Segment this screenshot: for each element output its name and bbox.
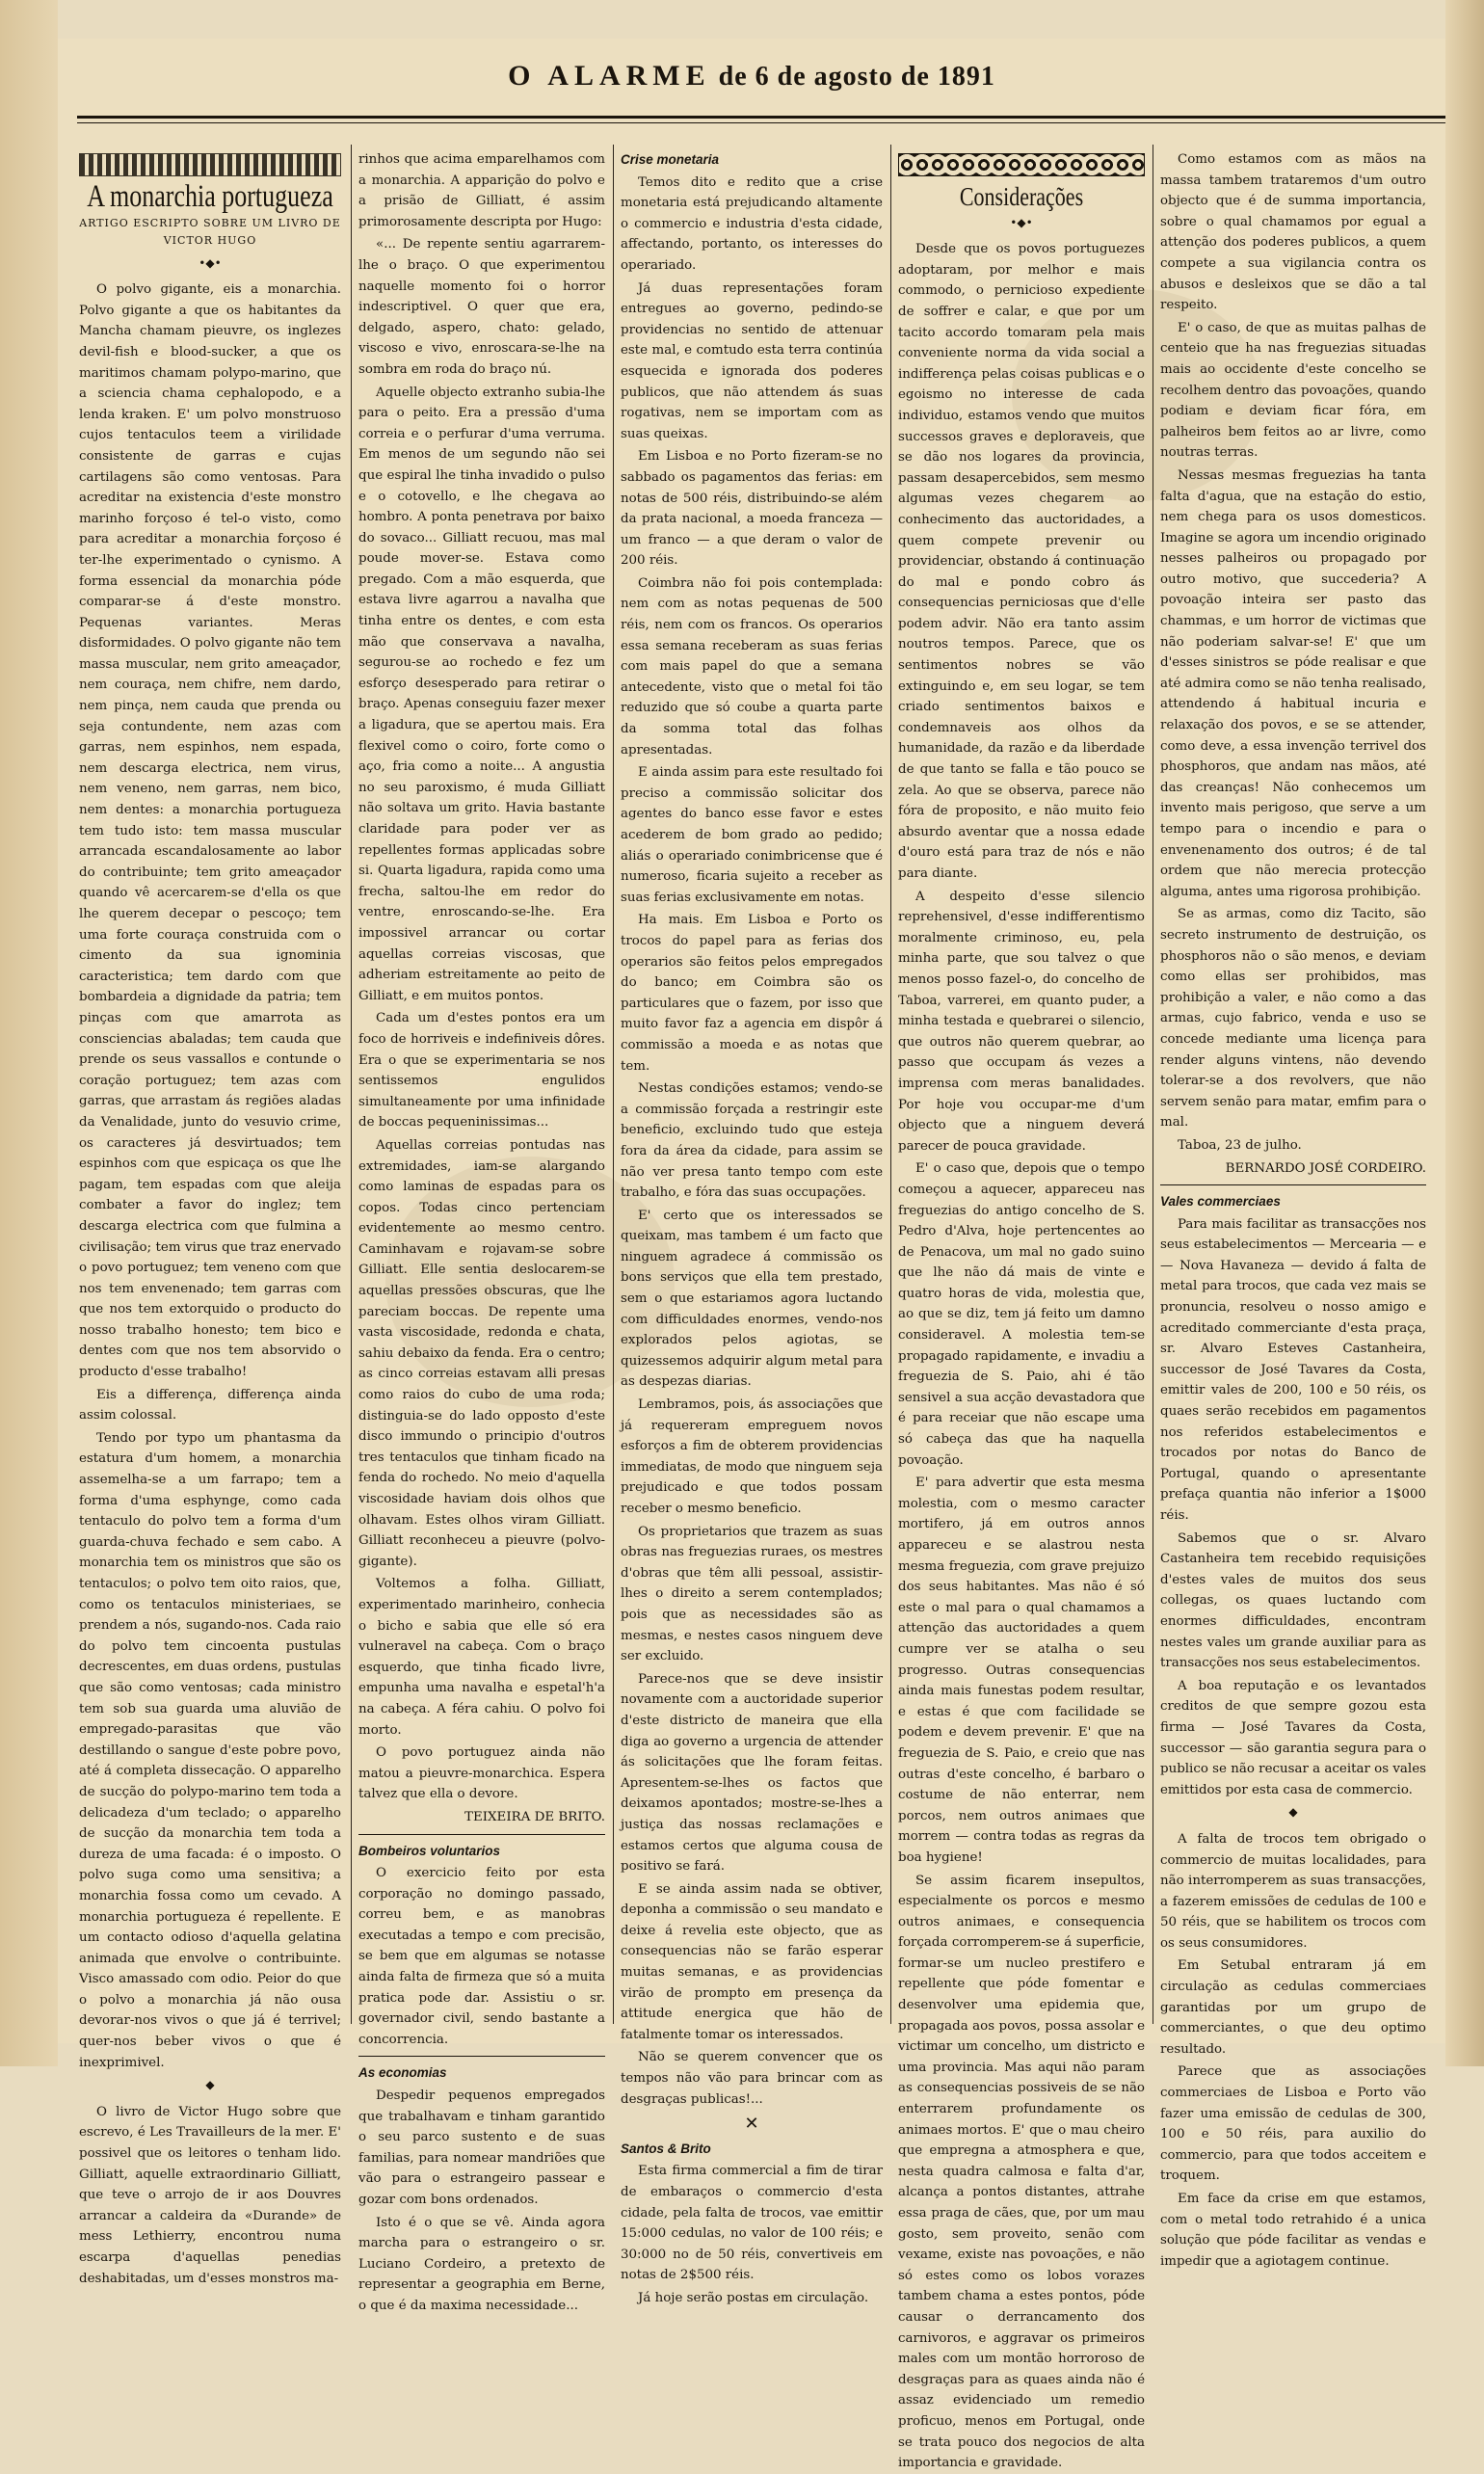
paragraph: O exercicio feito por esta corporação no domingo passado, correu bem, e as manobras executadas a tempo e com precisão, se bem que em algumas se notasse ainda falta de firmeza que só a muita pratica pode dar. Assistiu o sr. governador civil, sendo bastante a concorrencia.: [358, 1866, 605, 2047]
section-title: Bombeiros voluntarios: [358, 1843, 501, 1858]
paragraph: Parece-nos que se deve insistir novamente com a auctoridade superior d'este districto de maneira que ella diga ao governo a urgencia de attender ás solicitações que lhe foram feitas. Apresentem-se-lhes os factos que deixamos apontados; mostre-se-lhes a justiça das nossas reclamações e estamos certos que alguma cousa de positivo se fará.: [621, 1671, 883, 1875]
paragraph: A falta de trocos tem obrigado o commercio de muitas localidades, para não interromperem as suas transacções, a fazerem emissões de cedulas de 100 e 50 réis, que se habilitem os trocos com os seus consumidores.: [1160, 1831, 1426, 1951]
column-4: [898, 149, 1145, 2471]
paragraph: A boa reputação e os levantados creditos de que sempre gozou esta firma — José Tavares da Costa, successor — são garantia segura para o publico se não recusar a aceitar os vales emittidos por esta casa de commercio.: [1160, 1678, 1426, 1797]
author-signature: TEIXEIRA DE BRITO.: [464, 1809, 605, 1824]
paragraph: Os proprietarios que trazem as suas obras nas freguezias ruraes, os mestres d'obras que têm alli pessoal, assistir-lhes o direito a serem contemplados; pois que as necessidades são as mesmas, e nestes casos ninguem deve ser excluido.: [621, 1524, 883, 1664]
column-5: [1160, 149, 1426, 2269]
paragraph: A despeito d'esse silencio reprehensivel, d'esse indifferentismo moralmente criminoso, eu, pela minha parte, que sou talvez o que menos posso fazel-o, do concelho de Taboa, varrerei, em quanto puder, a minha testada e quebrarei o silencio, que outros não querem quebrar, ao passo que occupam ás vezes a imprensa com meras banalidades. Por hoje vou occupar-me d'um objecto que a ninguem deverá parecer de pouca gravidade.: [898, 889, 1145, 1154]
paragraph: Sabemos que o sr. Alvaro Castanheira tem recebido requisições d'estes vales de muitos dos seus collegas, os quaes luctando com enormes difficuldades, encontram nestes vales um grande auxiliar para as transacções nos seus estabelecimentos.: [1160, 1530, 1426, 1671]
paragraph: E' para advertir que esta mesma molestia, com o mesmo caracter mortifero, já em outros annos appareceu e se alastrou nesta mesma freguezia, com grave prejuizo dos seus habitantes. Mas não é só este o mal para o qual chamamos a attenção das auctoridades a quem cumpre ver se atalha o seu progresso. Outras consequencias ainda mais funestas podem resultar, e estas é que com facilidade se podem e devem prevenir. E' que na freguezia de S. Paio, e creio que nas outras d'este concelho, é barbaro o costume de não enterrar, nem porcos, nem outros animaes que morrem — contra todas as regras da boa hygiene!: [898, 1476, 1145, 1865]
masthead: [58, 60, 1445, 93]
article-title: Considerações: [959, 180, 1084, 212]
paragraph: Se as armas, como diz Tacito, são secreto instrumento de destruição, os phosphoros não o são menos, e deviam como ellas ser prohibidos, mas prohibição a valer, e não como a das armas, cujo fabrico, venda e uso se concede mediante uma licença para render alguns vintens, não devendo tolerar-se a dos revolvers, que não servem senão para matar, emfim para o mal.: [1160, 907, 1426, 1131]
paragraph: Aquellas correias pontudas nas extremidades, iam-se alargando como laminas de espadas para os copos. Todas cinco pertenciam evidentemente ao mesmo centro. Caminhavam e rojavam-se sobre Gilliatt. Elle sentia deslocarem-se aquellas pressões obscuras, que lhe pareciam boccas. De repente uma vasta viscosidade, redonda e chata, sahiu debaixo da fenda. Era o centro; as cinco correias estavam alli presas como raios do cubo de uma roda; distinguia-se do lado opposto d'este disco immundo o principio d'outros tres tentaculos que tinham ficado na fenda do rochedo. No meio d'aquella viscosidade haviam dois olhos que olhavam. Estes olhos viram Gilliatt. Gilliatt reconheceu a pieuvre (polvo-gigante).: [358, 1137, 605, 1569]
paragraph: E' o caso, de que as muitas palhas de centeio que ha nas freguezias situadas mais ao occidente d'este concelho se recolhem dentro das povoações, quando podiam e deviam ficar fóra, em palheiros bem feitos ao ar livre, como noutras terras.: [1160, 320, 1426, 461]
ornament-band: [79, 153, 341, 176]
paragraph: Temos dito e redito que a crise monetaria está prejudicando altamente o commercio e industria d'esta cidade, affectando, portanto, os interesses do operariado.: [621, 174, 883, 273]
paragraph: Aquelle objecto extranho subia-lhe para o peito. Era a pressão d'uma correia e o perfurar d'uma verruma. Em menos de um segundo não sei que espiral lhe tinha invadido o pulso e o cotovello, e lhe chegava ao hombro. A ponta penetrava por baixo do sovaco... Gilliatt recuou, mas mal poude mover-se. Estava como pregado. Com a mão esquerda, que estava livre agarrou a navalha que tinha entre os dentes, e com esta mão que conservava a navalha, segurou-se ao rochedo e fez um esforço desesperado para retirar o braço. Apenas conseguiu fazer mexer a ligadura, que se apertou mais. Era flexivel como o coiro, forte como o aço, fria como a noite... A angustia no seu paroxismo, é muda Gilliatt não soltava um grito. Havia bastante claridade para poder ver as repellentes formas applicadas sobre si. Quarta ligadura, rapida como uma frecha, saltou-lhe em redor do ventre, enroscando-se-lhe. Era impossivel arrancar ou cortar aquellas correias viscosas, que adheriam estreitamente ao peito de Gilliatt, e em muitos pontos.: [358, 385, 605, 1003]
paragraph: Lembramos, pois, ás associações que já requereram empreguem novos esforços a fim de obterem providencias immediatas, de modo que ninguem seja prejudicado e que todos possam receber o mesmo beneficio.: [621, 1397, 883, 1516]
left-page-margin: [0, 0, 58, 2066]
author-signature: BERNARDO JOSÉ CORDEIRO.: [1225, 1160, 1426, 1176]
paragraph: E ainda assim para este resultado foi preciso a commissão solicitar dos agentes do banco esse favor e estes acederem de bom grado ao pedido; aliás o operariado conimbricense que é numeroso, ficaria sujeito a receber as suas ferias exclusivamente em notas.: [621, 765, 883, 905]
issue-date: de 6 de agosto de 1891: [718, 62, 995, 92]
article-subtitle: ARTIGO ESCRIPTO SOBRE UM LIVRO DE VICTOR HUGO: [79, 216, 341, 247]
paragraph: Ha mais. Em Lisboa e Porto os trocos do papel para as ferias dos operarios são feitos pelos empregados do banco; em Coimbra são os particulares que o fazem, por isso que muito favor faz a agencia em dispôr á commissão a moeda e as notas que tem.: [621, 913, 883, 1074]
paragraph: Desde que os povos portuguezes adoptaram, por melhor e mais commodo, o pernicioso expediente de soffrer e calar, e que por um tacito accordo tomaram pela mais conveniente norma da vida social a indifferença pelas coisas publicas e o egoismo no interesse de cada individuo, estamos vendo que muitos successos graves e deploraveis, que se dão nos logares da provincia, passam desapercebidos, sem mesmo algumas vezes chegarem ao conhecimento das auctoridades, a quem compete prevenir ou providenciar, obstando á continuação do mal e pondo cobro ás consequencias perniciosas que d'elle podem advir. Não era tanto assim noutros tempos. Parece, que os sentimentos nobres se vão extinguindo e, em seu logar, se tem criado sentimentos baixos e condemnaveis aos olhos da humanidade, da razão e da liberdade de que tanto se falla e tão pouco se zela. Ao que se observa, parece não fóra de proposito, e não muito feio absurdo aventar que a nossa edade d'ouro está para traz de nós e não para diante.: [898, 242, 1145, 881]
column-3: [621, 149, 883, 2305]
paragraph: E se ainda assim nada se obtiver, deponha a commissão o seu mandato e deixe á revelia este objecto, que as consequencias não se farão esperar muitas semanas, e as providencias virão de prompto em presença da attitude energica que hão de fatalmente tomar os interessados.: [621, 1881, 883, 2042]
paragraph: Taboa, 23 de julho.: [1178, 1137, 1302, 1153]
paragraph: Nestas condições estamos; vendo-se a commissão forçada a restringir este beneficio, excluindo tudo que esteja fora da área da cidade, para assim se não ver presa tanto tempo com este trabalho, e fóra das suas occupações.: [621, 1081, 883, 1201]
paragraph: Não se querem convencer que os tempos não vão para brincar com as desgraças publicas!...: [621, 2050, 883, 2107]
paragraph: rinhos que acima emparelhamos com a monarchia. A apparição do polvo e a prisão de Gilliatt, é assim primorosamente descripta por Hugo:: [358, 152, 605, 229]
divider-ornament: ◆: [1288, 1805, 1298, 1820]
paragraph: «... De repente sentiu agarrarem-lhe o braço. O que experimentou naquelle momento foi o horror indescriptivel. O quer que era, delgado, aspero, chato: gelado, viscoso e vivo, enroscara-se-lhe na sombra em roda do braço nú.: [358, 237, 605, 377]
right-page-margin: [1445, 0, 1484, 2066]
paragraph: O polvo gigante, eis a monarchia. Polvo gigante a que os habitantes da Mancha chamam pieuvre, os inglezes devil-fish e blood-sucker, a que os maritimos chamam polypo-marino, que a sciencia chama cephalopodo, e a lenda kraken. E' um polvo monstruoso cujos tentaculos teem a virilidade consistente de garras e cujas cartilagens são como ventosas. Para acreditar na existencia d'este monstro marinho forçoso é tel-o visto, como para acreditar a monarchia forçoso é ter-lhe experimentado o cynismo. A forma essencial da monarchia póde comparar-se á d'este monstro. Pequenas variantes. Meras disformidades. O polvo gigante não tem massa muscular, nem grito ameaçador, nem couraça, nem chifre, nem dardo, nem pinça, nem cauda que prenda ou seja contundente, nem azas com garras, nem espinhos, nem espada, nem descarga electrica, nem virus, nem veneno, nem garras, nem bico, nem dentes: a monarchia portugueza tem tudo isto: tem massa muscular arrancada escandalosamente ao labor do contribuinte; tem grito ameaçador quando vê acercarem-se d'ella os que lhe querem decepar o pescoço; tem uma forte couraça construida com o cimento da sua ignominia caracteristica; tem dardo com que bombardeia a dignidade da patria; tem pinças com que amarrota as consciencias abaladas; tem cauda que prende os seus vassallos e contunde o coração portuguez; tem azas com garras, que arrastam ás regiões aladas da Venalidade, junto do vesuvio crime, os caracteres já desvirtuados; tem espinhos com que espicaça os que lhe pagam, tem espadas com que aleija combater a favor do inglez; tem descarga electrica com que fulmina a civilisação; tem virus que traz enervado o povo portuguez; tem veneno com que nos tem envenenado; tem garras com que nos tem extorquido o producto do nosso trabalho honesto; tem bico e dentes com que nos tem absorvido o producto d'esse trabalho!: [79, 282, 341, 1380]
paragraph: Se assim ficarem insepultos, especialmente os porcos e mesmo outros animaes, e consequencia forçada corromperem-se á superficie, formar-se um nucleo prestifero e repellente que póde fomentar e desenvolver uma epidemia que, propagada aos povos, possa assolar e victimar um concelho, um districto e uma provincia. Mas aqui não param as consequencias possiveis de se não enterrarem profundamente os animaes mortos. E' que o mau cheiro que empregna a atmosphera e que, nesta quadra calmosa e falta d'ar, alcança a pontos distantes, attrahe essa praga de cães, que, por um mau gosto, sem proveito, senão com vexame, existe nas povoações, e não só estes como os lobos vorazes tambem chama a estes pontos, póde causar o derrancamento dos carnivoros, e aggravar os primeiros males com um montão horroroso de desgraças para as quaes ainda não é assaz evidenciado um remedio proficuo, menos em Portugal, onde se trata pouco dos negocios de alta importancia e gravidade.: [898, 1873, 1145, 2471]
paragraph: Já hoje serão postas em circulação.: [638, 2290, 869, 2305]
paragraph: Coimbra não foi pois contemplada: nem com as notas pequenas de 500 réis, nem com os francos. Os operarios essa semana receberam as suas ferias com mais papel do que a semana antecedente, visto que o metal foi tão reduzido que só coube a quarta parte da somma total das folhas apresentadas.: [621, 575, 883, 758]
paragraph: Eis a differença, differença ainda assim colossal.: [79, 1387, 341, 1423]
paragraph: O povo portuguez ainda não matou a pieuvre-monarchica. Espera talvez que ella o devore.: [358, 1745, 605, 1802]
divider-ornament: •◆•: [1010, 215, 1033, 229]
section-rule: [1160, 1184, 1426, 1185]
paragraph: Como estamos com as mãos na massa tambem trataremos d'um outro objecto que é de summa importancia, sobre o qual chamamos por egual a attenção dos poderes publicos, a quem compete a sua vigilancia contra os abusos e desleixos que se dão a tal respeito.: [1160, 152, 1426, 313]
paragraph: Em face da crise em que estamos, com o metal todo retrahido é a unica solução que póde facilitar as vendas e impedir que a agiotagem continue.: [1160, 2192, 1426, 2269]
column-divider: [890, 145, 891, 2024]
section-title: Vales commerciaes: [1160, 1194, 1281, 1210]
column-1: [79, 149, 341, 2286]
newspaper-name: O ALARME: [508, 60, 711, 92]
paragraph: O livro de Victor Hugo sobre que escrevo, é Les Travailleurs de la mer. E' possivel que os leitores o tenham lido. Gilliatt, aquelle extraordinario Gilliatt, que teve o arrojo de ir aos Douvres arrancar a caldeira da «Durande» de mess Lethierry, encontrou numa escarpa d'aquellas penedias deshabitadas, um d'esses monstros ma-: [79, 2104, 341, 2286]
column-divider: [613, 145, 614, 2024]
column-2: [358, 149, 605, 2313]
masthead-rule-thin: [77, 122, 1445, 123]
article-title: A monarchia portugueza: [87, 178, 333, 214]
paragraph: Cada um d'estes pontos era um foco de horriveis e indefiniveis dôres. Era o que se experimentaria se nos sentissemos engulidos simultaneamente por uma infinidade de boccas pequeninissimas...: [358, 1011, 605, 1131]
paragraph: Em Setubal entraram já em circulação as cedulas commerciaes garantidas por um grupo de commerciantes, o que deu optimo resultado.: [1160, 1958, 1426, 2057]
paragraph: E' o caso que, depois que o tempo começou a aquecer, appareceu nas freguezias do antigo concelho de S. Pedro d'Alva, hoje pertencentes ao de Penacova, um mal no gado suino que lhe não dá mais de vinte e quatro horas de vida, molestia que, ao que se diz, tem já feito um damno consideravel. A molestia tem-se propagado rapidamente, e invadiu a freguezia de S. Paio, ahi é tão sensivel a sua acção devastadora que é para receiar que não escape uma só cabeça das que ha naquella povoação.: [898, 1161, 1145, 1468]
section-title: Crise monetaria: [621, 152, 720, 167]
divider-ornament: ◆: [205, 2078, 215, 2092]
paragraph: Nessas mesmas freguezias ha tanta falta d'agua, que na estação do estio, nem chega para os usos domesticos. Imagine se agora um incendio originado nesses palheiros ou propagado por outro motivo, que succederia? A povoação inteira ser pasto das chammas, e um horror de victimas que não poderiam salvar-se! E' que um d'esses sinistros se póde realisar e que até admira como se não tenha realisado, attendendo á habitual incuria e relaxação dos povos, e se se attender, como deve, a essa invenção terrivel dos phosphoros, que andam nas mãos, até das creanças! Não conhecemos um invento mais perigoso, que serve a um tempo para o incendio e para o envenenamento dos outros; é de tal ordem que não merecia protecção alguma, antes uma rigorosa prohibição.: [1160, 467, 1426, 899]
divider-ornament: •◆•: [199, 255, 222, 270]
paragraph: Isto é o que se vê. Ainda agora marcha para o estrangeiro o sr. Luciano Cordeiro, a pretexto de representar a geographia em Berne, o que é da maxima necessidade...: [358, 2215, 605, 2313]
paragraph: Tendo por typo um phantasma da estatura d'um homem, a monarchia assemelha-se a um farrapo; tem a forma d'uma esphynge, como cada tentaculo do polvo tem a forma d'um guarda-chuva fechado e sem cabo. A monarchia tem os ministros que são os tentaculos; o polvo tem oito raios, que, como os tentaculos ministeriaes, se prendem a nós, sugando-nos. Cada raio do polvo tem cincoenta pustulas decrescentes, em duas ordens, pustulas que são como ventosas; cada ministro tem sob sua guarda uma aluvião de empregado-parasitas que vão destillando o sangue d'este pobre povo, até á completa dissecação. O apparelho de sucção do polypo-marino tem toda a delicadeza d'um teclado; o apparelho de sucção da monarchia tem toda a dureza de uma facada: é o imposto. O polvo suga como uma sensitiva; a monarchia fossa como um cevado. A monarchia portugueza é repellente. E um contacto odioso d'aquella gelatina animada que envolve o contribuinte. Visco amassado com odio. Peior do que o polvo a monarchia já não ousa devorar-nos vivos o que já é terrivel; quer-nos beber vivos o que é inexprimivel.: [79, 1430, 341, 2070]
paragraph: Já duas representações foram entregues ao governo, pedindo-se providencias no sentido de attenuar este mal, e comtudo esta terra continúa esquecida e ignorada dos poderes publicos, que não attendem ás suas rogativas, nem se importam com as suas queixas.: [621, 280, 883, 441]
paragraph: Despedir pequenos empregados que trabalhavam e tinham garantido o seu parco sustento e de suas familias, para nomear mandriões que vão para o estrangeiro passear e gozar com bons ordenados.: [358, 2088, 605, 2207]
ornament-band: [898, 153, 1145, 176]
paragraph: E' certo que os interessados se queixam, mas tambem é um facto que ninguem agradece á commissão os bons serviços que ella tem prestado, sem o que estariamos agora luctando com difficuldades enormes, vendo-nos explorados pelos agiotas, se quizessemos adquirir algum metal para as despezas diarias.: [621, 1208, 883, 1390]
paragraph: Parece que as associações commerciaes de Lisboa e Porto vão fazer uma emissão de cedulas de 300, 100 e 50 réis, para auxilio do commercio, para que todos acceitem e troquem.: [1160, 2064, 1426, 2184]
paragraph: Em Lisboa e no Porto fizeram-se no sabbado os pagamentos das ferias: em notas de 500 réis, distribuindo-se além da prata nacional, a moeda franceza — um franco — a que deram o valor de 200 réis.: [621, 449, 883, 569]
section-rule: [358, 2056, 605, 2057]
section-title: Santos & Brito: [621, 2141, 711, 2156]
paragraph: Para mais facilitar as transacções nos seus estabelecimentos — Mercearia — e — Nova Havaneza — devido á falta de metal para trocos, que cada vez mais se pronuncia, resolveu o nosso amigo e acreditado commerciante d'esta praça, sr. Alvaro Esteves Castanheira, successor de José Tavares da Costa, emittir vales de 200, 100 e 50 réis, os quaes serão recebidos em pagamentos nos referidos estabelecimentos e trocados por notas do Banco de Portugal, quando o apresentante prefaça quantia não inferior a 1$000 réis.: [1160, 1216, 1426, 1523]
masthead-rule: [77, 116, 1445, 119]
column-divider: [351, 145, 352, 2024]
paragraph: Esta firma commercial a fim de tirar de embaraços o commercio d'esta cidade, pela falta de trocos, vae emittir 15:000 cedulas, no valor de 100 réis; e 30:000 no de 50 réis, convertiveis em notas de 2$500 réis.: [621, 2164, 883, 2283]
section-rule: [358, 1834, 605, 1835]
cross-divider: ✕: [744, 2114, 759, 2135]
section-title: As economias: [358, 2065, 447, 2081]
paragraph: Voltemos a folha. Gilliatt, experimentado marinheiro, conhecia o bicho e sabia que elle só era vulneravel na cabeça. Com o braço esquerdo, que tinha ficado livre, empunha uma navalha e espetal'h'a na cabeça. A féra cahiu. O polvo foi morto.: [358, 1577, 605, 1738]
